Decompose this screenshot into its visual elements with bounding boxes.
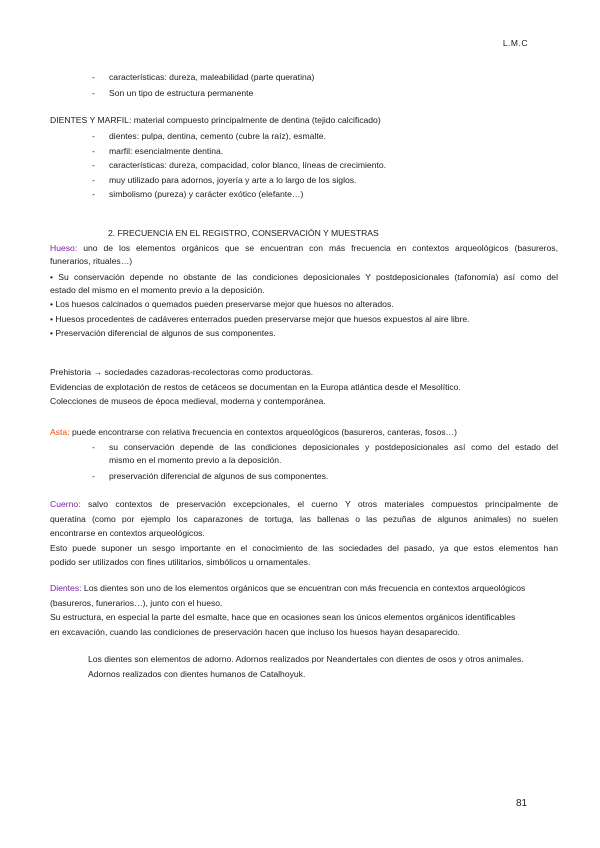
dash-bullet: - [92,146,95,156]
asta-label: Asta: [50,427,70,437]
adornos-paragraph: Los dientes son elementos de adorno. Adornos realizados por Neandertales con dientes de osos y otros animales. Adornos realizados con dientes humanos de Catalhoyuk. [88,654,524,679]
list-item: - su conservación depende de las condiciones deposicionales y postdeposicionales así como del estado del mismo en el momento previo a la deposición. [92,442,558,465]
dash-bullet: - [92,160,95,170]
cuerno-label: Cuerno: [50,499,81,509]
dash-bullet: - [92,442,95,452]
bullet-item: • Huesos procedentes de cadáveres enterrados pueden preservarse mejor que huesos expuestos al aire libre. [50,313,470,324]
list-item: - dientes: pulpa, dentina, cemento (cubre la raíz), esmalte. [92,131,326,141]
dash-bullet: - [92,471,95,481]
hueso-label: Hueso: [50,243,78,253]
asta-paragraph: Asta: puede encontrarse con relativa frecuencia en contextos arqueológicos (basureros, canteras, fosos…) [50,427,458,437]
dash-bullet: - [92,88,95,98]
hueso-bullets: • Su conservación depende no obstante de las condiciones deposicionales Y postdeposicionales (tafonomía) así como del estado del mismo en el momento previo a la deposición. • Los huesos calcinados o quemados pueden preservarse mejor que huesos no alterados. • Huesos procedentes de cadáveres enterrados pueden preservarse mejor que huesos expuestos al aire libre. • Preservación diferencial de algunos de sus componentes. [50,272,558,338]
list-item: - marfil: esencialmente dentina. [92,146,224,156]
dash-bullet: - [92,189,95,199]
author-initials: L.M.C [502,38,528,48]
bullet-item: • Preservación diferencial de algunos de sus componentes. [50,328,276,338]
list-item: - preservación diferencial de algunos de sus componentes. [92,471,329,481]
bullet-item: • Los huesos calcinados o quemados pueden preservarse mejor que huesos no alterados. [50,299,394,309]
list-item: - muy utilizado para adornos, joyería y arte a lo largo de los siglos. [92,175,357,185]
list-item: - características: dureza, compacidad, color blanco, líneas de crecimiento. [92,160,387,170]
dash-bullet: - [92,175,95,185]
bullet-item: • Su conservación depende no obstante de las condiciones deposicionales Y postdeposicionales (tafonomía) así como del [50,272,558,282]
hueso-paragraph: Hueso: uno de los elementos orgánicos que se encuentran con más frecuencia en contextos arqueológicos (basureros, funerarios, rituales…) [50,243,558,266]
dientes-label: Dientes: [50,583,82,593]
dash-bullet: - [92,72,95,82]
list-item: - características: dureza, maleabilidad (parte queratina) [92,72,315,82]
page-number: 81 [516,798,528,809]
list-item: - Son un tipo de estructura permanente [92,88,254,98]
prehistoria-paragraph: Prehistoria → sociedades cazadoras-recolectoras como productoras. Evidencias de explotación de restos de cetáceos se documentan en la Europa atlántica desde el Mesolítico. Colecciones de museos de época medieval, moderna y contemporánea. [50,367,461,406]
list-item: - simbolismo (pureza) y carácter exótico (elefante…) [92,189,304,199]
cuerno-paragraph: Cuerno: salvo contextos de preservación excepcionales, el cuerno Y otros materiales compuestos principalmente de queratina (como por ejemplo los caparazones de tortuga, las ballenas o las pezuñas de algunos animales) no suelen encontrarse en contextos arqueológicos. Esto puede suponer un sesgo importante en el conocimiento de las sociedades del pasado, ya que estos elementos han podido ser utilizados con fines utilitarios, simbólicos u ornamentales. [50,499,558,567]
dientes-marfil-title: DIENTES Y MARFIL: material compuesto principalmente de dentina (tejido calcificado) [50,115,381,125]
dientes-paragraph: Dientes: Los dientes son uno de los elementos orgánicos que se encuentran con más frecuencia en contextos arqueológicos (basureros, funerarios…), junto con el hueso. Su estructura, en especial la parte del esmalte, hace que en ocasiones sean los únicos elementos orgánicos identificables en excavación, cuando las condiciones de preservación hacen que incluso los huesos hayan desaparecido. [50,583,526,637]
section-heading: 2. FRECUENCIA EN EL REGISTRO, CONSERVACIÓN Y MUESTRAS [108,228,379,238]
dash-bullet: - [92,131,95,141]
